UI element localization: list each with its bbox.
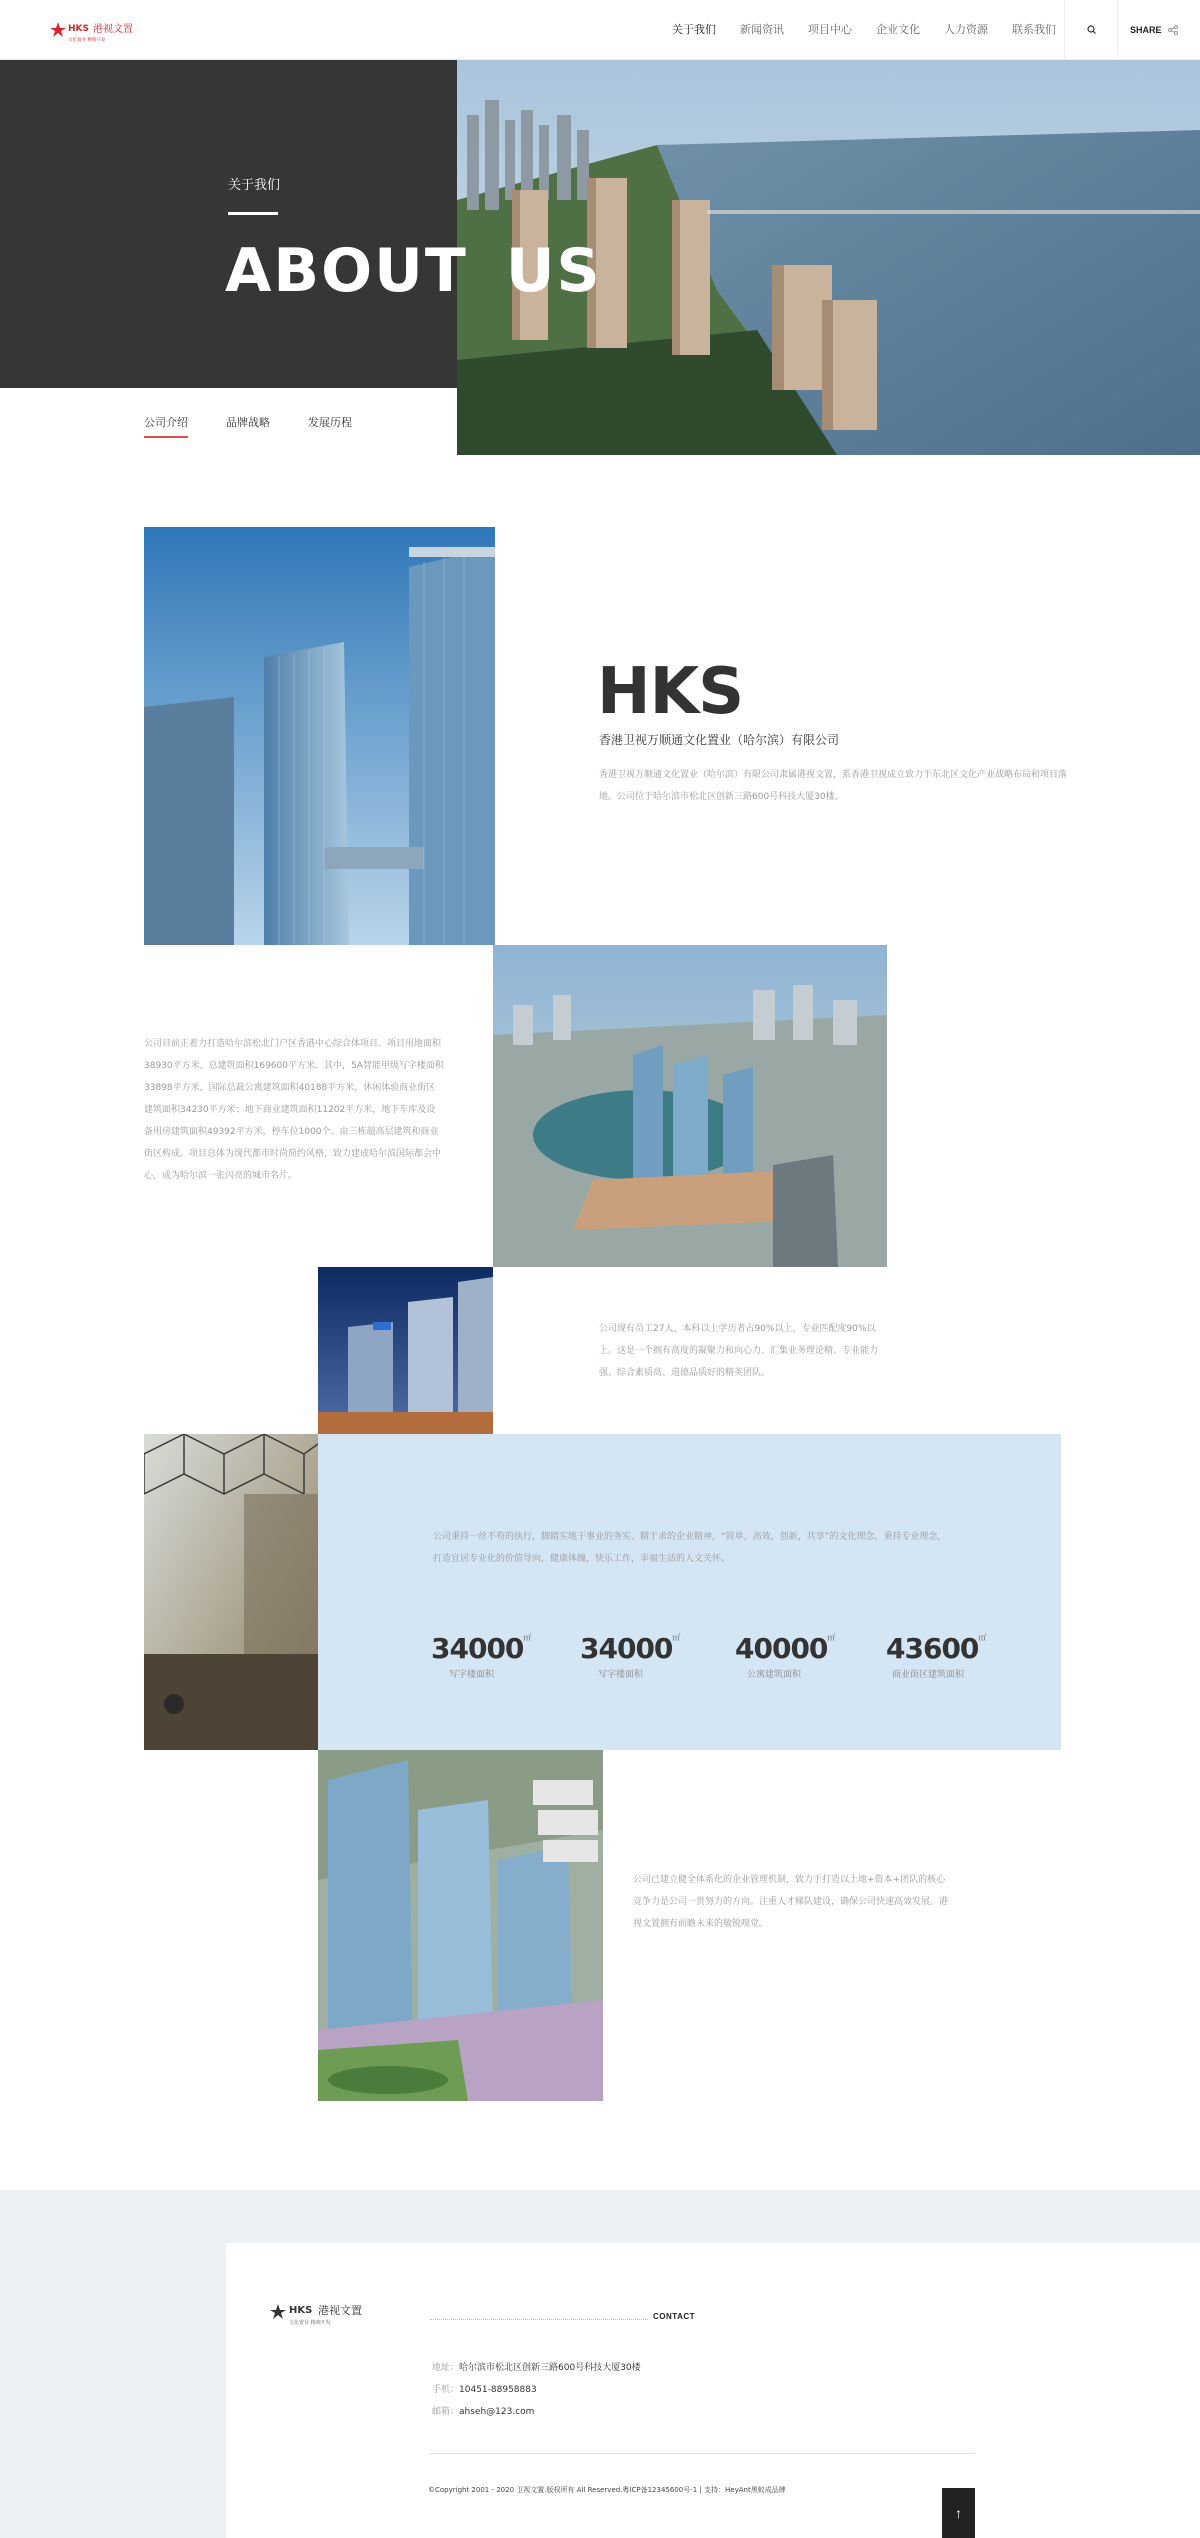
- share-label: SHARE: [1130, 25, 1162, 35]
- email-key: 邮箱：: [432, 2407, 460, 2417]
- stat-unit: ㎡: [523, 1633, 532, 1642]
- hero-dark-panel: [0, 60, 457, 388]
- phone-value[interactable]: 10451-88958883: [459, 2385, 537, 2395]
- address-value: 哈尔滨市松北区创新三路600号科技大厦30楼: [459, 2363, 641, 2373]
- contact-divider: [430, 2319, 648, 2320]
- night-tower-image: [318, 1267, 493, 1434]
- hero-title-word2: US: [505, 236, 602, 306]
- stat-item: [735, 1632, 855, 1680]
- stat-item: [886, 1632, 1006, 1680]
- stat-value: 34000: [580, 1632, 673, 1665]
- footer-logo-text: HKS: [289, 2305, 313, 2316]
- hero-subtitle: 关于我们: [228, 178, 281, 193]
- stat-label: 商业街区建筑面积: [892, 1670, 965, 1680]
- hero-title-word1: ABOUT: [225, 236, 468, 306]
- atrium-image: [144, 1434, 318, 1750]
- project-text: 公司目前正着力打造哈尔滨松北门户区香港中心综合体项目。项目用地面积38930平方米，总建筑面积169600平方米。其中，5A智能甲级写字楼面积33898平方米，国际总裁公寓建筑面积40188平方米，休闲体验商业街区建筑面积34230平方米；地下商业建筑面积11202平方米，地下车库及设备用房建筑面积49392平方米，停车位1000个。由三栋超高层建筑和商业街区构成。项目总体为现代都市时尚简约风格，致力建成哈尔滨国际都会中心，成为哈尔滨一张闪亮的城市名片。: [144, 1039, 444, 1181]
- stat-unit: ㎡: [978, 1633, 987, 1642]
- main-nav: [660, 0, 1068, 60]
- nav-projects[interactable]: 项目中心: [808, 23, 852, 36]
- address-key: 地址：: [432, 2363, 460, 2373]
- search-button[interactable]: [1064, 0, 1118, 60]
- stat-unit: ㎡: [827, 1633, 836, 1642]
- stat-label: 公寓建筑面积: [747, 1670, 802, 1680]
- nav-contact[interactable]: 联系我们: [1012, 23, 1056, 36]
- aerial-rendering-image: [493, 945, 887, 1267]
- arrow-up-icon: ↑: [955, 2505, 962, 2521]
- contact-label: CONTACT: [653, 2312, 696, 2321]
- back-to-top-button[interactable]: [942, 2488, 975, 2538]
- intro-text: 香港卫视万顺通文化置业（哈尔滨）有限公司隶属港视文置，系香港卫视成立致力于东北区文化产业战略布局和项目落地。公司位于哈尔滨市松北区创新三路600号科技大厦30楼。: [599, 770, 1068, 802]
- stat-value: 43600: [886, 1632, 979, 1665]
- footer-logo-tag: 文化置业 精细开发: [289, 2320, 331, 2326]
- footer-phone: [432, 2382, 537, 2395]
- stat-unit: ㎡: [672, 1633, 681, 1642]
- company-name: 香港卫视万顺通文化置业（哈尔滨）有限公司: [599, 733, 840, 747]
- tower-image: [144, 527, 495, 945]
- share-icon: [1168, 25, 1178, 35]
- footer-divider: [430, 2453, 975, 2454]
- nav-news[interactable]: 新闻资讯: [740, 23, 784, 36]
- footer-logo-cn: 港视文置: [318, 2304, 362, 2317]
- nav-hr[interactable]: 人力资源: [944, 23, 988, 36]
- tab-history[interactable]: 发展历程: [308, 416, 352, 429]
- nav-culture[interactable]: 企业文化: [876, 23, 920, 36]
- stat-item: [580, 1632, 700, 1680]
- nav-about[interactable]: 关于我们: [672, 23, 716, 36]
- brand-title: HKS: [597, 655, 744, 729]
- hero-title: [225, 236, 602, 306]
- hero-divider: [228, 212, 278, 215]
- stats-panel: [318, 1434, 1061, 1750]
- team-text: 公司现有员工27人，本科以上学历者占90%以上，专业匹配度90%以上。这是一个拥有高度的凝聚力和向心力、汇集业务理论精、专业能力强、综合素质高、道德品质好的精英团队。: [599, 1324, 879, 1378]
- stat-value: 34000: [431, 1632, 524, 1665]
- management-text: 公司已建立健全体系化的企业管理机制，致力于打造以土地+资本+团队的核心竞争力是公司一贯努力的方向。注重人才梯队建设，确保公司快速高效发展。港视文置拥有前瞻未来的敏锐嗅觉。: [633, 1875, 949, 1929]
- search-icon: [1065, 0, 1119, 60]
- footer-email: [432, 2404, 534, 2417]
- site-header: [0, 0, 1200, 60]
- footer-address: [432, 2360, 641, 2373]
- logo-tag: 文化置业 精细开发: [68, 38, 106, 43]
- complex-rendering-image: [318, 1750, 603, 2101]
- logo-text: HKS: [68, 24, 89, 34]
- footer-logo: [270, 2294, 380, 2328]
- tab-brand-strategy[interactable]: 品牌战略: [226, 416, 270, 429]
- share-button[interactable]: [1130, 0, 1178, 60]
- sub-nav: [144, 414, 352, 438]
- stat-value: 40000: [735, 1632, 828, 1665]
- phone-key: 手机：: [432, 2385, 460, 2395]
- tab-company-intro[interactable]: 公司介绍: [144, 414, 188, 438]
- stat-label: 写字楼面积: [598, 1670, 644, 1680]
- stat-item: [431, 1632, 551, 1680]
- stat-label: 写字楼面积: [449, 1670, 495, 1680]
- culture-text: 公司秉持一丝不苟的执行，脚踏实地干事业的务实、精于求的企业精神，“简单，高效，创新，共享”的文化理念，秉持专业理念，打造宜居专业化的价值导向，健康体魄，快乐工作，幸福生活的人文关怀。: [433, 1532, 947, 1564]
- logo[interactable]: [50, 16, 150, 46]
- email-value[interactable]: ahseh@123.com: [459, 2407, 535, 2417]
- logo-cn: 港视文置: [93, 24, 133, 35]
- copyright: ©Copyright 2001 - 2020 卫视文置.版权所有 All Reserved.粤ICP备12345600号-1 | 支持：HeyAnt黑蚁成品牌: [428, 2486, 786, 2494]
